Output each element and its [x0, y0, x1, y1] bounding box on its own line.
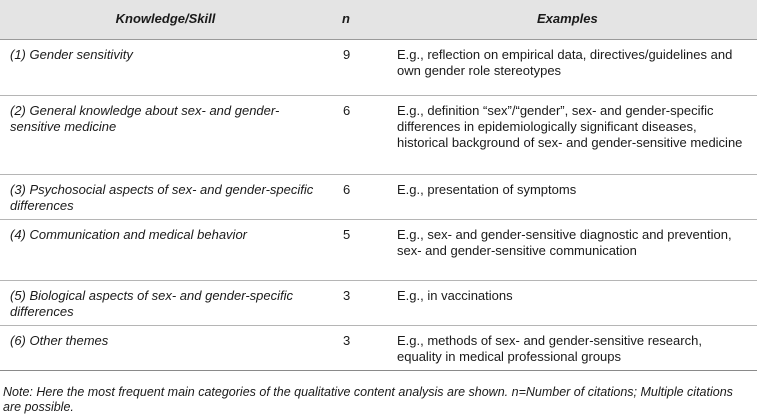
- table-note: Note: Here the most frequent main categories of the qualitative content analysis are shown. n=Number of citations; Multiple citations are possible.: [3, 385, 733, 414]
- header-examples: Examples: [537, 11, 598, 27]
- table-row: [0, 174, 757, 219]
- examples-cell: E.g., sex- and gender-sensitive diagnostic and prevention, sex- and gender-sensitive communication: [397, 226, 732, 258]
- n-cell: 9: [343, 46, 351, 62]
- table-row: [0, 280, 757, 325]
- skill-cell: (6) Other themes: [10, 332, 109, 348]
- skill-cell: (5) Biological aspects of sex- and gender-specific differences: [10, 287, 294, 319]
- table-row: [0, 219, 757, 280]
- n-cell: 3: [343, 332, 351, 348]
- skill-cell: (3) Psychosocial aspects of sex- and gender-specific differences: [10, 181, 314, 213]
- n-cell: 6: [343, 102, 351, 118]
- header-n: n: [342, 11, 350, 27]
- table-body: [0, 39, 757, 370]
- table-row: [0, 39, 757, 95]
- table-row: [0, 95, 757, 174]
- examples-cell: E.g., definition “sex”/“gender”, sex- and gender-specific differences in epidemiologically significant diseases, historical background of sex- and gender-sensitive medicine: [397, 102, 743, 150]
- n-cell: 6: [343, 181, 351, 197]
- skill-cell: (1) Gender sensitivity: [10, 46, 133, 62]
- n-cell: 3: [343, 287, 351, 303]
- examples-cell: E.g., reflection on empirical data, directives/guidelines and own gender role stereotypes: [397, 46, 733, 78]
- skill-cell: (2) General knowledge about sex- and gender-sensitive medicine: [10, 102, 280, 134]
- n-cell: 5: [343, 226, 351, 242]
- header-row: [0, 0, 757, 39]
- examples-cell: E.g., methods of sex- and gender-sensitive research, equality in medical professional groups: [397, 332, 702, 364]
- header-knowledge-skill: Knowledge/Skill: [115, 11, 216, 27]
- skill-cell: (4) Communication and medical behavior: [10, 226, 248, 242]
- table-row: [0, 325, 757, 370]
- examples-cell: E.g., in vaccinations: [397, 287, 513, 303]
- table-header: [0, 0, 757, 39]
- examples-cell: E.g., presentation of symptoms: [397, 181, 577, 197]
